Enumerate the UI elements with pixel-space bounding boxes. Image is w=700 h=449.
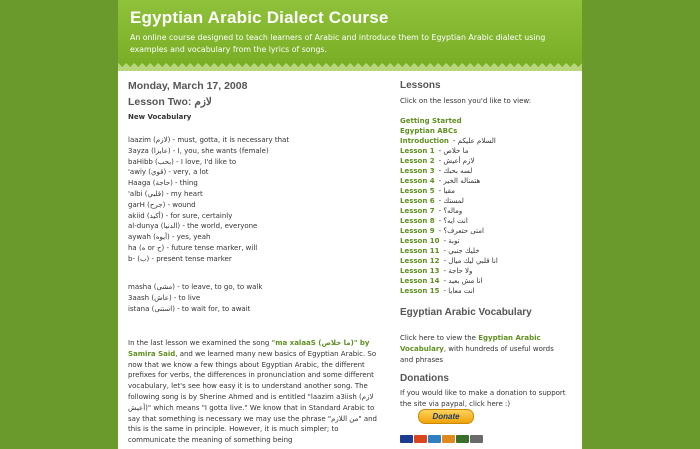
lesson-arabic-title: - السلام عليكم	[452, 137, 496, 145]
vocab-list	[128, 135, 289, 265]
vocab-item: masha (مشى) - to leave, to go, to walk	[128, 283, 263, 291]
lesson-item[interactable]	[400, 276, 498, 286]
lesson-item[interactable]	[400, 206, 498, 216]
lesson-arabic-title: - لمستك	[438, 197, 464, 205]
lesson-link[interactable]: Lesson 2	[400, 157, 435, 165]
lesson-link[interactable]: Lesson 3	[400, 167, 435, 175]
lesson-item[interactable]	[400, 246, 498, 256]
payment-cards	[400, 428, 484, 436]
lesson-item[interactable]	[400, 186, 498, 196]
lesson-link[interactable]: Lesson 8	[400, 217, 435, 225]
lesson-item[interactable]	[400, 286, 498, 296]
donate-button[interactable]: Donate	[418, 409, 474, 424]
lesson-item[interactable]	[400, 266, 498, 276]
lesson-arabic-title: - امتى حتعرف؟	[438, 227, 484, 235]
lesson-arabic-title: - هتمناله الخير	[438, 177, 481, 185]
lesson-arabic-title: - ما خلاص	[438, 147, 469, 155]
lesson-list	[400, 116, 498, 296]
lesson-arabic-title: - وماله؟	[438, 207, 463, 215]
lesson-item[interactable]	[400, 156, 498, 166]
lesson-item[interactable]	[400, 226, 498, 236]
lesson-arabic-title: - توبة	[443, 237, 460, 245]
lesson-item[interactable]	[400, 146, 498, 156]
mastercard-icon	[414, 435, 427, 443]
post-body-text: In the last lesson we examined the song	[128, 339, 272, 347]
lesson-arabic-title: - لازم أعيش	[438, 157, 475, 165]
vocab-item: laazim (لازم) - must, gotta, it is necessary that	[128, 136, 290, 144]
vocab-item: Haaga (حاجة) - thing	[128, 179, 198, 188]
page-container	[118, 0, 582, 449]
lesson-arabic-title: - لسه بحبك	[438, 167, 473, 175]
donations-heading: Donations	[400, 373, 449, 384]
lesson-item[interactable]	[400, 256, 498, 266]
lesson-link[interactable]: Lesson 10	[400, 237, 440, 245]
lesson-link[interactable]: Getting Started	[400, 117, 462, 125]
lesson-link[interactable]: Lesson 6	[400, 197, 435, 205]
lesson-item[interactable]	[400, 166, 498, 176]
lesson-link[interactable]: Lesson 5	[400, 187, 435, 195]
blog-header	[118, 0, 582, 63]
lessons-heading: Lessons	[400, 80, 441, 91]
vocabulary-heading: Egyptian Arabic Vocabulary	[400, 307, 532, 318]
echeck-card-icon	[456, 435, 469, 443]
lessons-intro: Click on the lesson you'd like to view:	[400, 97, 532, 105]
lesson-link[interactable]: Egyptian ABCs	[400, 127, 458, 135]
vocab-item: b- (ب) - present tense marker	[128, 254, 232, 263]
discover-card-icon	[442, 435, 455, 443]
lesson-arabic-title: - انت ايه؟	[438, 217, 468, 225]
post-body-text: , and we learned many new basics of Egyptian Arabic. So now that we know a few things about Egyptian Arabic, the different prefixes for verbs, the differences in pronunciation and some different vocabulary, let's see how easy it is to understand another song. The following song is by Sherine Ahmed and is entitled "laazim a3iish (لازم أعيش)" which means "I gotta live." We know that in Standard Arabic to say that something is necessary we may use the phrase "من اللازم" and this is the same in principle. However, it is much simpler; to communicate the meaning of something being	[128, 349, 377, 445]
song-link[interactable]: "ma xalaaS (ما خلاص)" by Samira Said	[128, 339, 370, 358]
lesson-item[interactable]	[400, 136, 498, 146]
lesson-link[interactable]: Lesson 11	[400, 247, 440, 255]
header-divider	[118, 63, 582, 71]
visa-card-icon	[400, 435, 413, 443]
lesson-link[interactable]: Introduction	[400, 137, 449, 145]
lesson-arabic-title: - ولا حاجة	[443, 267, 473, 275]
lesson-item[interactable]	[400, 216, 498, 226]
amex-card-icon	[428, 435, 441, 443]
lesson-arabic-title: - انا مش بعيد	[443, 277, 483, 285]
post-subtitle: New Vocabulary	[128, 113, 192, 121]
blog-description: An online course designed to teach learners of Arabic and introduce them to Egyptian Arabic dialect using examples and vocabulary from the lyrics of songs.	[130, 33, 546, 54]
vocabulary-text-start: Click here to view the	[400, 334, 479, 342]
donations-text: If you would like to make a donation to support the site via paypal, click here :)	[400, 389, 566, 408]
lesson-link[interactable]: Lesson 7	[400, 207, 435, 215]
vocab-item: istana (استنى) - to wait for, to await	[128, 304, 251, 313]
vocab-item: garH (جرح) - wound	[128, 200, 196, 209]
verb-vocab-list	[128, 282, 262, 314]
vocab-item: akiid (أكيد) - for sure, certainly	[128, 211, 233, 220]
vocabulary-text-end: , with hundreds of useful words and phrases	[400, 344, 554, 364]
lesson-arabic-title: - مقيا	[438, 187, 455, 195]
blog-title[interactable]: Egyptian Arabic Dialect Course	[130, 8, 389, 27]
vocabulary-text	[400, 333, 568, 365]
lesson-link[interactable]: Lesson 15	[400, 287, 440, 295]
lesson-link[interactable]: Lesson 14	[400, 277, 440, 285]
bank-card-icon	[470, 435, 483, 443]
lesson-item[interactable]	[400, 116, 498, 126]
lesson-arabic-title: - خليك جنبي	[443, 247, 480, 255]
post-body	[128, 338, 378, 446]
lesson-link[interactable]: Lesson 1	[400, 147, 435, 155]
vocab-item: 'albi (قلبي) - my heart	[128, 189, 203, 198]
lesson-link[interactable]: Lesson 4	[400, 177, 435, 185]
post-title[interactable]: Lesson Two: لازم	[128, 96, 212, 108]
vocab-item: al-dunya (الدنيا) - the world, everyone	[128, 222, 258, 231]
vocab-item: 3aash (عاش) - to live	[128, 293, 201, 302]
vocabulary-link[interactable]: Egyptian Arabic Vocabulary	[400, 334, 541, 353]
lesson-item[interactable]	[400, 126, 498, 136]
lesson-arabic-title: - انت معايا	[443, 287, 475, 295]
vocab-item: baHibb (بحب) - I love, I'd like to	[128, 157, 237, 166]
lesson-link[interactable]: Lesson 13	[400, 267, 440, 275]
vocab-item: 3ayza (عايزا) - I, you, she wants (female)	[128, 146, 269, 155]
vocab-item: ha (ه or ح) - future tense marker, will	[128, 243, 258, 252]
vocab-item: aywah (أيوه) - yes, yeah	[128, 233, 211, 242]
lesson-item[interactable]	[400, 176, 498, 186]
lesson-item[interactable]	[400, 236, 498, 246]
lesson-link[interactable]: Lesson 12	[400, 257, 440, 265]
lesson-arabic-title: - انا قلبي ليك ميال	[443, 257, 498, 265]
post-date: Monday, March 17, 2008	[128, 80, 248, 92]
lesson-link[interactable]: Lesson 9	[400, 227, 435, 235]
vocab-item: 'awiy (قوي) - very, a lot	[128, 168, 209, 177]
lesson-item[interactable]	[400, 196, 498, 206]
